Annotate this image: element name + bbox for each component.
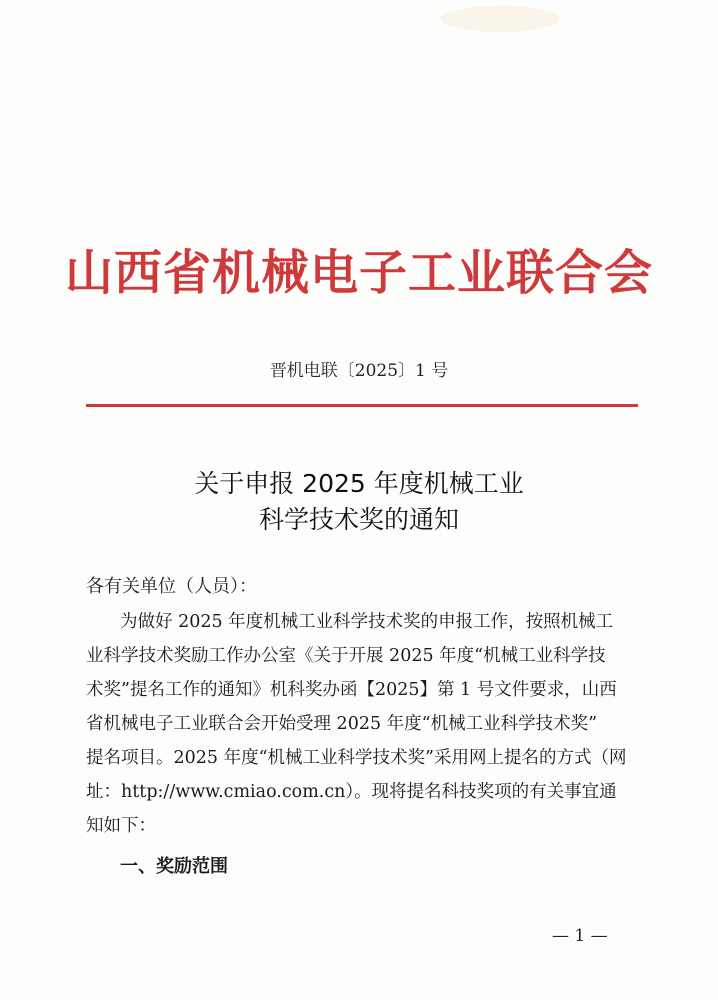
paragraph-line: 提名项目。2025 年度“机械工业科学技术奖”采用网上提名的方式（网 [86, 748, 627, 768]
paragraph-line: 省机械电子工业联合会开始受理 2025 年度“机械工业科学技术奖” [86, 714, 598, 734]
paper-stain [440, 6, 560, 32]
salutation: 各有关单位（人员）： [86, 576, 257, 597]
paragraph-line: 为做好 2025 年度机械工业科学技术奖的申报工作，按照机械工 [120, 612, 614, 632]
notice-title-line-1: 关于申报 2025 年度机械工业 [194, 469, 524, 498]
section-heading: 一、奖励范围 [120, 856, 228, 877]
paragraph-line: 业科学技术奖励工作办公室《关于开展 2025 年度“机械工业科学技 [86, 646, 606, 666]
paragraph-line: 址：http://www.cmiao.com.cn）。现将提名科技奖项的有关事宜通 [86, 782, 617, 802]
paragraph-line: 知如下： [86, 816, 156, 836]
notice-title-line-2: 科学技术奖的通知 [258, 505, 459, 534]
page-number: — 1 — [552, 926, 608, 946]
paragraph-line: 术奖”提名工作的通知》机科奖办函【2025】第 1 号文件要求，山西 [86, 680, 617, 700]
document-number: 晋机电联〔2025〕1 号 [269, 361, 449, 381]
red-divider-line [86, 404, 638, 407]
organization-title: 山西省机械电子工业联合会 [64, 245, 653, 301]
